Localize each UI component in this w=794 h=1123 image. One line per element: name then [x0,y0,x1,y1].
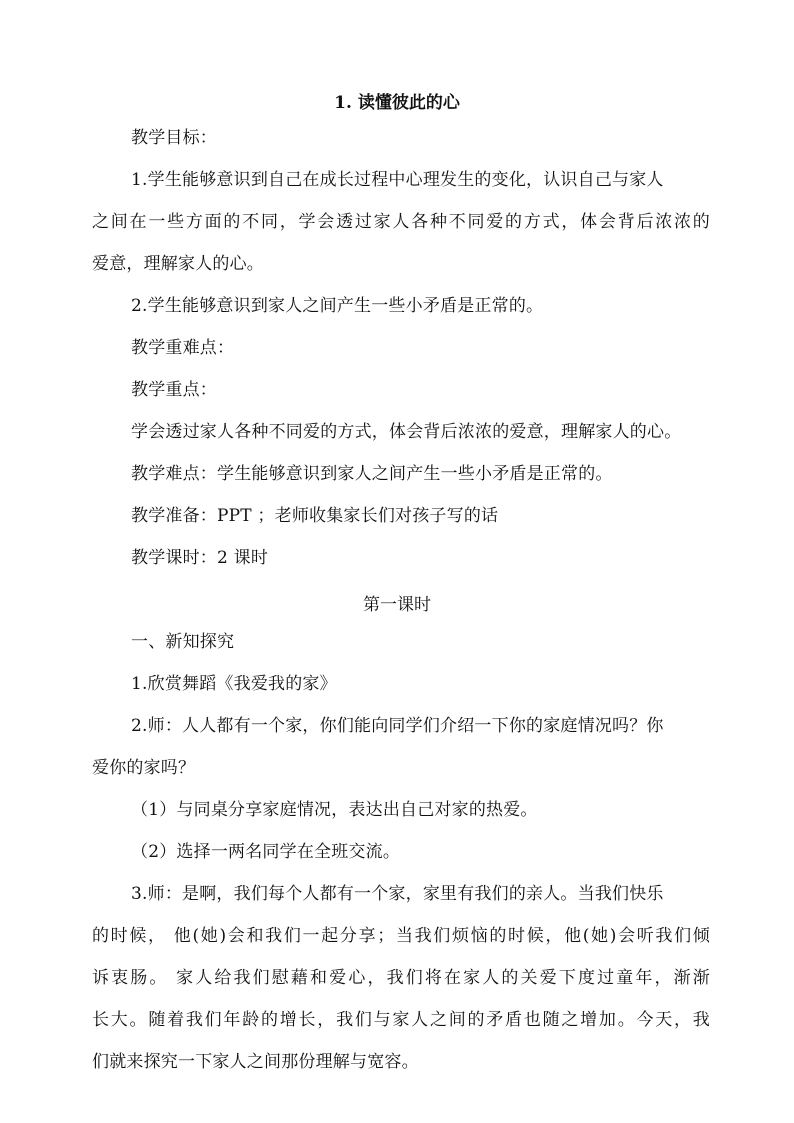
paragraph-line: 的时候， 他(她)会和我们一起分享；当我们烦恼的时候，他(她)会听我们倾 [92,926,710,946]
paragraph-line: 爱你的家吗？ [92,758,196,778]
section-heading-new-knowledge: 一、新知探究 [131,632,235,652]
section-heading-key-difficulties: 教学重难点： [131,338,235,358]
section-heading-objectives: 教学目标： [131,128,217,148]
paragraph-line: 之间在一些方面的不同，学会透过家人各种不同爱的方式，体会背后浓浓的 [92,212,710,232]
paragraph-line: （1）与同桌分享家庭情况，表达出自己对家的热爱。 [131,800,538,820]
paragraph-line: 们就来探究一下家人之间那份理解与宽容。 [92,1052,419,1072]
paragraph-line: 诉衷肠。 家人给我们慰藉和爱心，我们将在家人的关爱下度过童年，渐渐 [92,968,710,988]
paragraph-line: 教学准备：PPT ；老师收集家长们对孩子写的话 [131,506,499,526]
paragraph-line: 长大。随着我们年龄的增长，我们与家人之间的矛盾也随之增加。今天，我 [92,1010,710,1030]
paragraph-line: 爱意，理解家人的心。 [92,254,264,274]
paragraph-line: 1.学生能够意识到自己在成长过程中心理发生的变化，认识自己与家人 [131,170,664,190]
paragraph-line: 1.欣赏舞蹈《我爱我的家》 [131,674,337,694]
section-heading-key-points: 教学重点： [131,380,217,400]
document-title: 1. 读懂彼此的心 [334,93,460,113]
lesson-heading: 第一课时 [363,595,431,615]
paragraph-line: 2.师：人人都有一个家，你们能向同学们介绍一下你的家庭情况吗？你 [131,716,664,736]
paragraph-line: 2.学生能够意识到家人之间产生一些小矛盾是正常的。 [131,296,544,316]
paragraph-line: 教学难点：学生能够意识到家人之间产生一些小矛盾是正常的。 [131,464,613,484]
paragraph-line: 学会透过家人各种不同爱的方式，体会背后浓浓的爱意，理解家人的心。 [131,422,682,442]
paragraph-line: 教学课时：2 课时 [131,548,269,568]
paragraph-line: （2）选择一两名同学在全班交流。 [131,842,401,862]
paragraph-line: 3.师：是啊，我们每个人都有一个家，家里有我们的亲人。当我们快乐 [131,884,664,904]
